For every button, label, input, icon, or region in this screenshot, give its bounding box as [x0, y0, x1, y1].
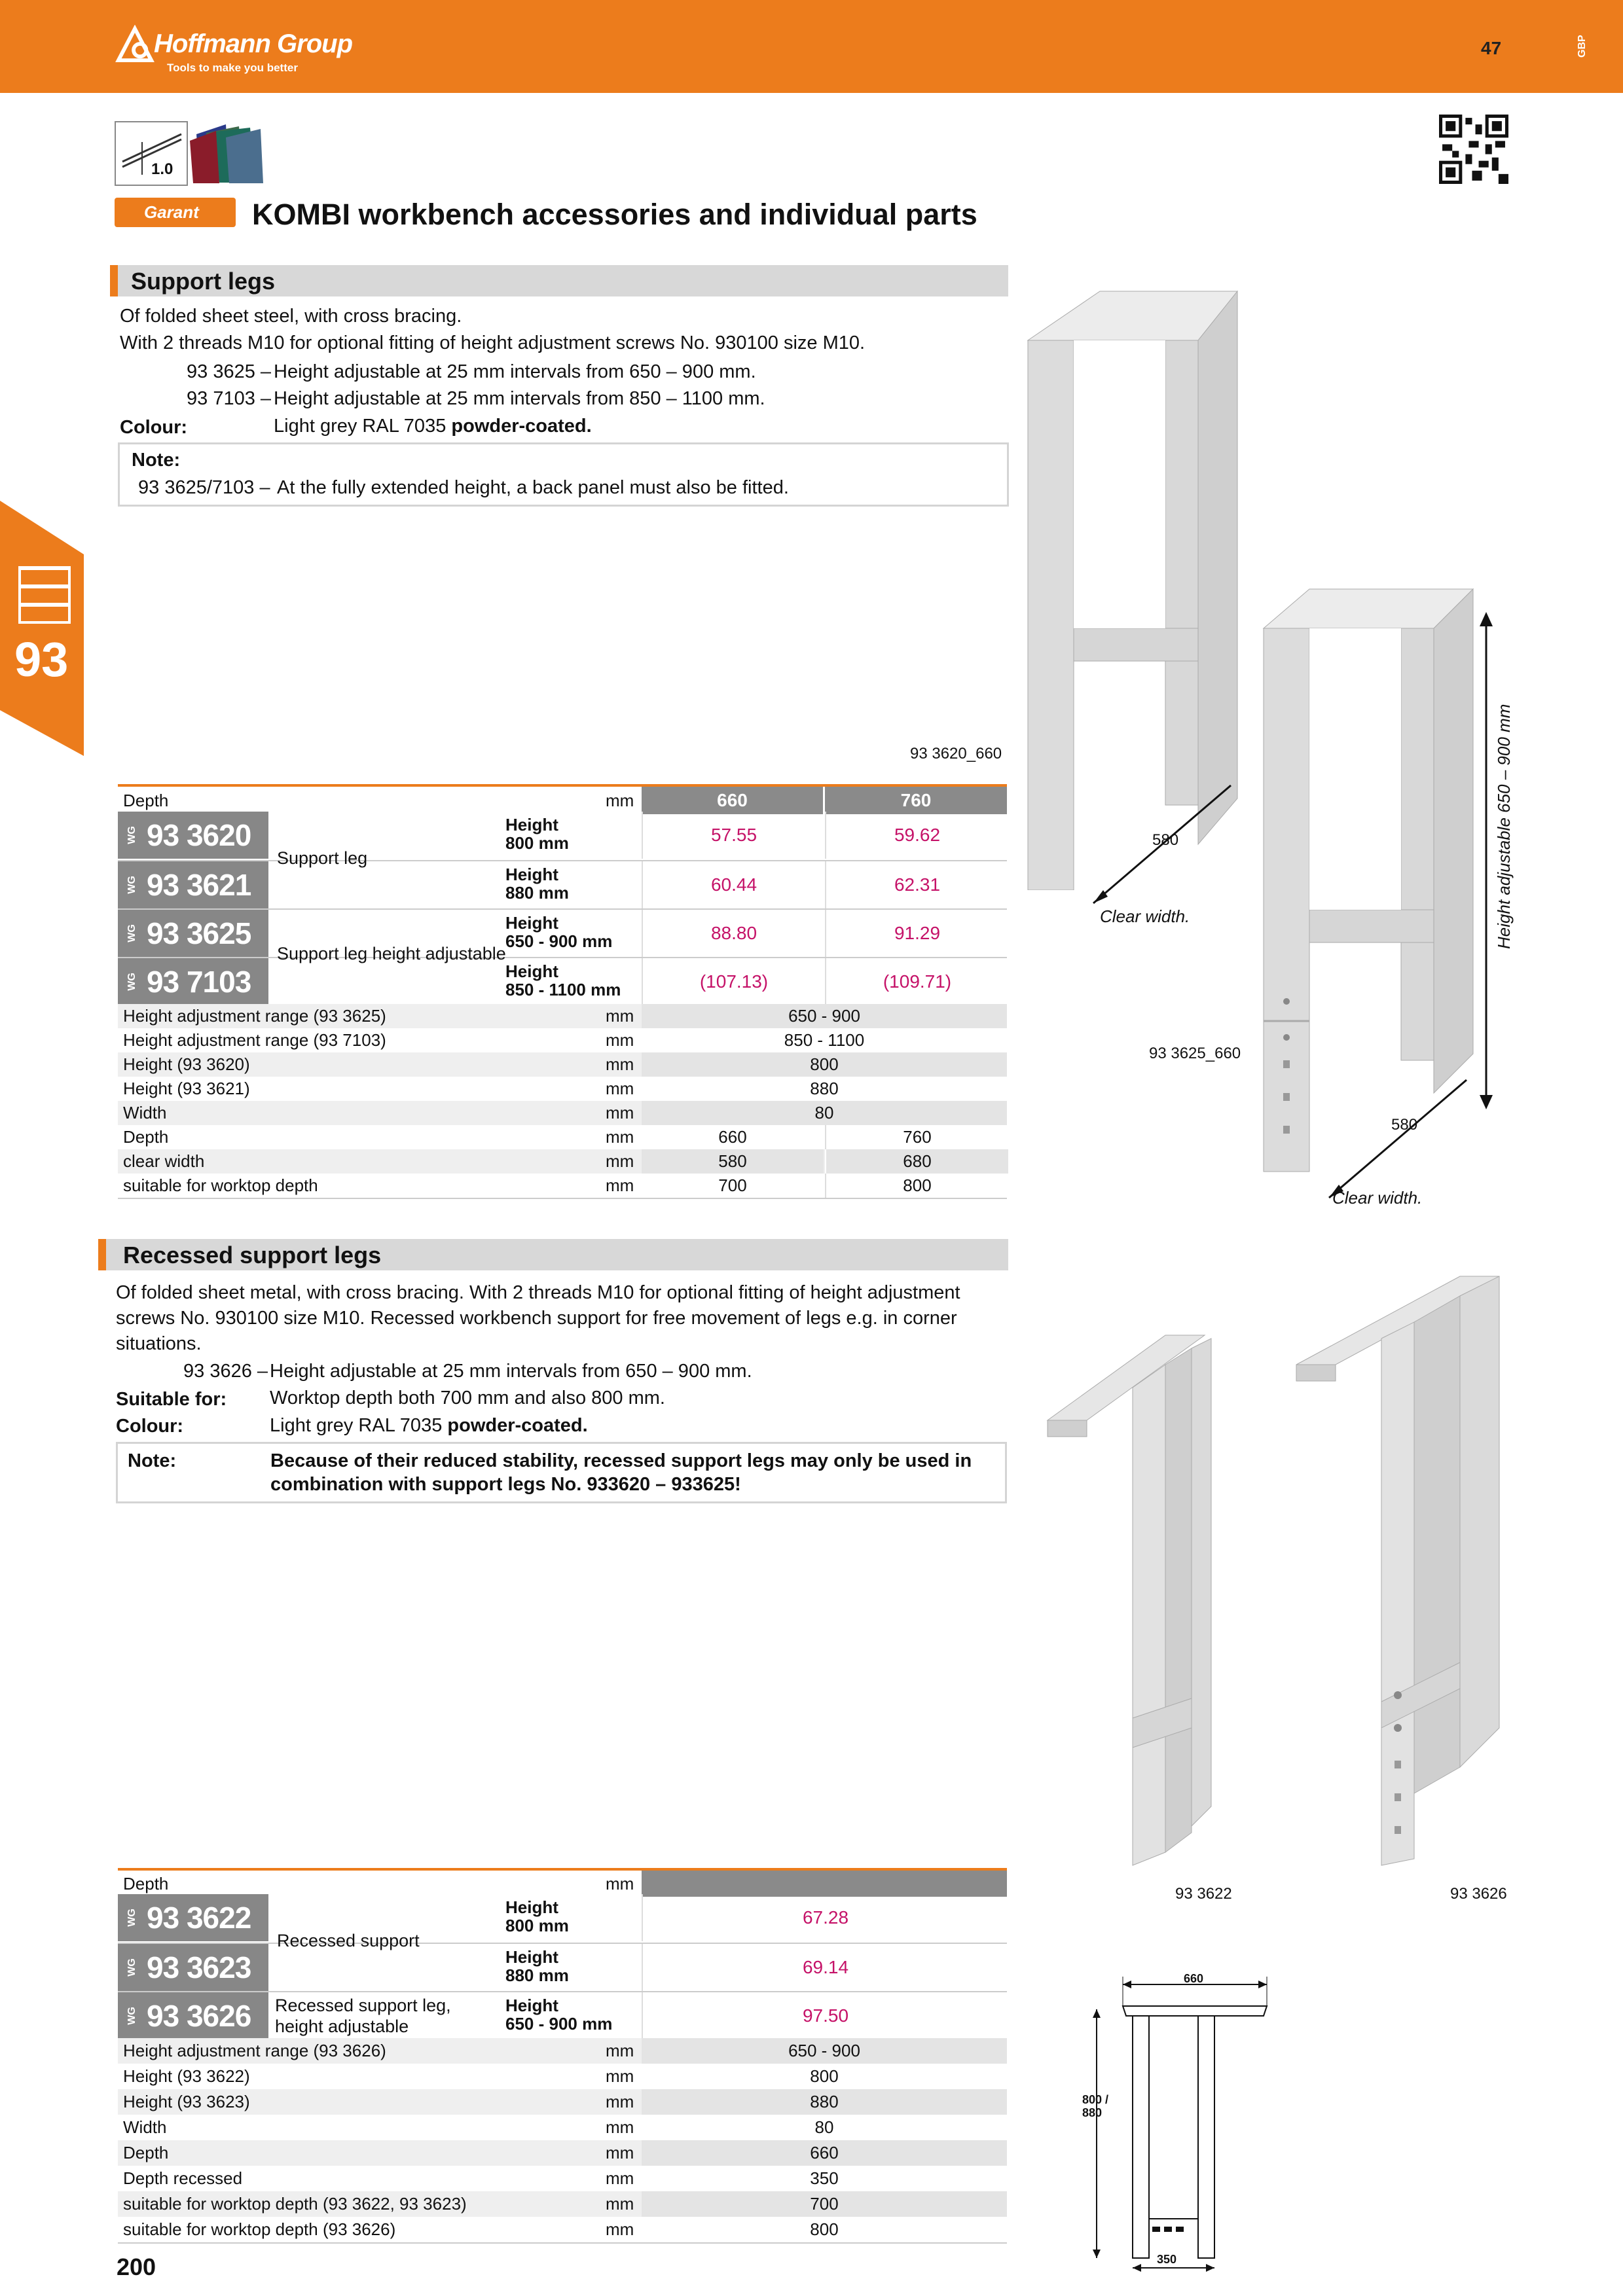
recessed-support-adjustable-image: [1290, 1270, 1512, 1872]
price: 67.28: [642, 1894, 1008, 1941]
article-number: 93 3622: [147, 1901, 251, 1935]
spec-row: Height adjustment range (93 3626) mm 650 - 900: [118, 2038, 1007, 2064]
spec-row: clear width mm 580 680: [118, 1149, 1007, 1174]
garant-badge: Garant: [115, 198, 236, 227]
depth-col-660: 660: [642, 787, 825, 814]
depth-col-760: 760: [900, 790, 932, 810]
note-label: Note:: [128, 1450, 177, 1471]
spec-row: suitable for worktop depth mm 700 800: [118, 1174, 1007, 1199]
article-box: WG 93 3623: [118, 1944, 268, 1991]
article-number: 93 3621: [147, 868, 251, 902]
depth-column-header: [642, 1871, 1007, 1897]
spec-row: Height (93 3623) mm 880: [118, 2089, 1007, 2115]
chapter-tab: [0, 501, 84, 756]
support-legs-desc-1: Of folded sheet steel, with cross bracing.: [120, 306, 462, 327]
section-heading-support-legs: Support legs: [110, 265, 1008, 296]
height-spec: Height 650 - 900 mm: [505, 1996, 613, 2034]
article-number: 93 3620: [147, 818, 251, 852]
article-box: WG 93 3625: [118, 910, 268, 957]
note-text: At the fully extended height, a back panel must also be fitted.: [277, 477, 789, 498]
note-line-1: Because of their reduced stability, recessed support legs may only be used in: [270, 1450, 972, 1471]
recessed-colour-label: Colour:: [116, 1416, 184, 1437]
spec-row: suitable for worktop depth (93 3626) mm 800: [118, 2217, 1007, 2244]
page-number-top: 47: [1481, 38, 1502, 58]
recessed-colour-value: Light grey RAL 7035 powder-coated.: [270, 1415, 588, 1436]
product-row-933620: [118, 812, 1007, 860]
note-label: Note:: [132, 450, 181, 471]
fig2-caption: 93 3625_660: [1149, 1045, 1241, 1062]
depth-columns: [642, 787, 1007, 814]
article-box: WG 93 3626: [118, 1992, 268, 2039]
brand-name: Hoffmann Group: [154, 29, 353, 58]
spec-row: Width mm 80: [123, 2117, 834, 2137]
recessed-support-image: [1034, 1329, 1257, 1872]
support-legs-note: [118, 442, 1009, 507]
sheet-thickness-box: [115, 121, 188, 186]
caption-933626: 93 3626: [1450, 1885, 1507, 1903]
recessed-desc-3: situations.: [116, 1333, 202, 1354]
price-760: 62.31: [825, 861, 1008, 908]
height-arrow-icon: [1476, 612, 1496, 1109]
article-number: 93 3625: [147, 916, 251, 950]
price-760: 91.29: [825, 910, 1008, 957]
desc-recessed-support: Recessed support: [277, 1931, 420, 1950]
fig1-clear-width: Clear width.: [1100, 906, 1190, 926]
variant-text-2: Height adjustable at 25 mm intervals from 850 – 1100 mm.: [274, 388, 765, 409]
variant-text-1: Height adjustable at 25 mm intervals from 650 – 900 mm.: [274, 361, 756, 382]
recessed-desc-2: screws No. 930100 size M10. Recessed workbench support for free movement of legs e.g. in corner: [116, 1308, 957, 1329]
dimension-arrow-icon: [1316, 1073, 1473, 1204]
drawing-dim-side-2: 880: [1082, 2106, 1103, 2119]
spec-row: Height (93 3621) mm 880: [123, 1079, 839, 1098]
suitable-label: Suitable for:: [116, 1389, 227, 1410]
chapter-number: 93: [14, 632, 69, 687]
section-heading-recessed: Recessed support legs: [98, 1239, 1008, 1270]
note-line-2: combination with support legs No. 933620 – 933625!: [270, 1474, 741, 1495]
spec-row: Height (93 3622) mm 800: [123, 2066, 839, 2086]
depth-label: Depth: [123, 1873, 169, 1893]
desc-support-leg-adjustable: Support leg height adjustable: [277, 944, 506, 963]
page-title: KOMBI workbench accessories and individual parts: [252, 198, 977, 231]
spec-row: suitable for worktop depth (93 3622, 93 3623) mm 700: [118, 2191, 1007, 2217]
spec-row: Depth mm 660: [118, 2140, 1007, 2166]
colour-value: Light grey RAL 7035 powder-coated.: [274, 416, 592, 437]
article-number: 93 7103: [147, 965, 251, 999]
spec-row: Depth recessed mm 350: [123, 2168, 839, 2188]
recessed-variant-text: Height adjustable at 25 mm intervals from 650 – 900 mm.: [270, 1361, 752, 1382]
price-760: (109.71): [825, 958, 1008, 1005]
variant-code-2: 93 7103 –: [187, 388, 272, 409]
price: 97.50: [642, 1992, 1008, 2039]
colour-label: Colour:: [120, 417, 188, 438]
recessed-table-header: [118, 1868, 1007, 1897]
product-row-933625: [118, 908, 1007, 957]
qr-code-icon: [1439, 115, 1508, 184]
height-spec: Height 880 mm: [505, 1947, 569, 1985]
recessed-technical-drawing: [1074, 1970, 1290, 2278]
price-660: 57.55: [642, 812, 825, 859]
drawing-dim-side-1: 800 /: [1082, 2093, 1109, 2106]
hoffmann-logo-icon: [115, 25, 155, 63]
height-spec: Height 650 - 900 mm: [505, 913, 613, 951]
height-spec: Height 800 mm: [505, 1897, 569, 1935]
page-number-bottom: 200: [117, 2253, 156, 2280]
drawing-dim-top: 660: [1184, 1972, 1204, 1985]
fig1-dimension: 580: [1152, 831, 1179, 849]
spec-row: Depth mm 660 760: [118, 1125, 1007, 1149]
recessed-note: [116, 1442, 1007, 1503]
spec-row: Height (93 3620) mm 800: [118, 1052, 1007, 1077]
article-box: WG 93 3620: [118, 812, 268, 859]
caption-933622: 93 3622: [1175, 1885, 1232, 1903]
price: 69.14: [642, 1944, 1008, 1991]
thickness-label: 1.0: [151, 160, 173, 178]
article-box: WG 93 3622: [118, 1894, 268, 1941]
language-code: GBP: [1577, 35, 1588, 58]
product-row-933623: [118, 1943, 1007, 1991]
price-660: 60.44: [642, 861, 825, 908]
height-spec: Height 800 mm: [505, 815, 569, 853]
image-caption-933620: 93 3620_660: [910, 745, 1002, 762]
spec-row: Height adjustment range (93 7103) mm 850 - 1100: [123, 1030, 865, 1050]
product-row-933622: [118, 1894, 1007, 1941]
unit-mm: mm: [606, 790, 634, 810]
unit-mm: mm: [606, 1873, 634, 1893]
suitable-value: Worktop depth both 700 mm and also 800 mm.: [270, 1388, 665, 1408]
desc-recessed-adjustable: Recessed support leg, height adjustable: [275, 1996, 451, 2036]
recessed-desc-1: Of folded sheet metal, with cross bracing. With 2 threads M10 for optional fitting of height adjustment: [116, 1282, 960, 1303]
desc-support-leg: Support leg: [277, 848, 368, 868]
colour-swatch-icon: [190, 121, 263, 183]
article-box: WG 93 3621: [118, 861, 268, 908]
brand-tagline: Tools to make you better: [167, 62, 298, 74]
depth-label: Depth: [123, 790, 169, 810]
support-legs-desc-2: With 2 threads M10 for optional fitting of height adjustment screws No. 930100 size M10.: [120, 332, 866, 353]
article-number: 93 3623: [147, 1950, 251, 1984]
price-660: 88.80: [642, 910, 825, 957]
drawing-dim-bottom: 350: [1157, 2253, 1177, 2266]
fig2-dimension: 580: [1391, 1116, 1418, 1134]
recessed-variant-code: 93 3626 –: [183, 1361, 268, 1382]
variant-code-1: 93 3625 –: [187, 361, 272, 382]
height-adjustable-note: Height adjustable 650 – 900 mm: [1494, 704, 1514, 949]
article-box: WG 93 7103: [118, 958, 268, 1005]
spec-row: Height adjustment range (93 3625) mm 650 - 900: [118, 1004, 1007, 1028]
price-760: 59.62: [825, 812, 1008, 859]
price-660: (107.13): [642, 958, 825, 1005]
height-spec: Height 880 mm: [505, 865, 569, 903]
spec-row: Width mm 80: [118, 1101, 1007, 1125]
article-number: 93 3626: [147, 1999, 251, 2033]
table-header-depth: [118, 784, 1007, 814]
fig2-clear-width: Clear width.: [1332, 1188, 1423, 1208]
product-row-937103: [118, 957, 1007, 1007]
product-row-933621: [118, 860, 1007, 908]
height-spec: Height 850 - 1100 mm: [505, 961, 621, 999]
product-row-933626: [118, 1991, 1007, 2041]
note-code: 93 3625/7103 –: [138, 477, 270, 498]
